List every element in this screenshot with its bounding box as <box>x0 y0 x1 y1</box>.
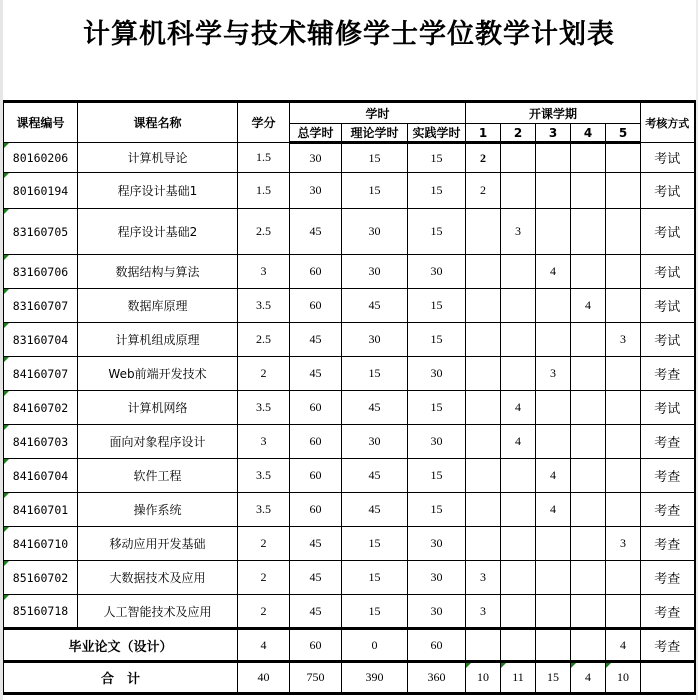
course-code[interactable]: 84160703 <box>4 425 78 459</box>
total-hours-total[interactable]: 750 <box>290 662 342 694</box>
course-row <box>4 595 695 629</box>
page-title: 计算机科学与技术辅修学士学位教学计划表 <box>83 19 615 50</box>
course-hours-theory[interactable]: 15 <box>342 561 408 595</box>
course-semester-1[interactable] <box>466 255 501 289</box>
course-semester-1[interactable] <box>466 425 501 459</box>
course-hours-total[interactable]: 45 <box>290 527 342 561</box>
course-semester-1[interactable]: 3 <box>466 561 501 595</box>
course-credits[interactable]: 3.5 <box>238 391 290 425</box>
course-code[interactable]: 84160702 <box>4 391 78 425</box>
course-hours-practice[interactable]: 15 <box>408 459 466 493</box>
course-hours-theory[interactable]: 45 <box>342 289 408 323</box>
course-code[interactable]: 83160705 <box>4 209 78 255</box>
course-semester-2[interactable]: 4 <box>501 425 536 459</box>
course-hours-total[interactable]: 60 <box>290 391 342 425</box>
course-credits[interactable]: 2.5 <box>238 323 290 357</box>
course-semester-3[interactable] <box>536 425 571 459</box>
course-exam-method[interactable]: 考查 <box>641 561 695 595</box>
course-credits[interactable]: 1.5 <box>238 143 290 173</box>
total-semester-3[interactable]: 15 <box>536 662 571 694</box>
course-semester-5[interactable]: 3 <box>606 323 641 357</box>
course-credits[interactable]: 3 <box>238 255 290 289</box>
course-semester-3[interactable]: 4 <box>536 493 571 527</box>
course-semester-3[interactable]: 3 <box>536 357 571 391</box>
course-semester-2[interactable] <box>501 357 536 391</box>
course-row <box>4 527 695 561</box>
course-semester-4[interactable] <box>571 595 606 629</box>
total-semester-2[interactable]: 11 <box>501 662 536 694</box>
course-semester-5[interactable] <box>606 391 641 425</box>
course-code[interactable]: 83160706 <box>4 255 78 289</box>
course-name[interactable]: 程序设计基础1 <box>78 173 238 209</box>
course-semester-4[interactable] <box>571 391 606 425</box>
course-semester-5[interactable] <box>606 425 641 459</box>
course-row <box>4 143 695 173</box>
course-hours-practice[interactable]: 15 <box>408 493 466 527</box>
course-semester-3[interactable] <box>536 527 571 561</box>
course-semester-1[interactable] <box>466 289 501 323</box>
header-semester-2[interactable]: 2 <box>501 124 536 143</box>
course-semester-4[interactable] <box>571 209 606 255</box>
thesis-semester-2[interactable] <box>501 629 536 662</box>
course-row <box>4 459 695 493</box>
thesis-exam-method[interactable]: 考查 <box>641 629 695 662</box>
header-semester-4[interactable]: 4 <box>571 124 606 143</box>
course-semester-2[interactable] <box>501 289 536 323</box>
course-semester-2[interactable] <box>501 459 536 493</box>
total-hours-practice[interactable]: 360 <box>408 662 466 694</box>
course-hours-practice[interactable]: 30 <box>408 595 466 629</box>
course-exam-method[interactable]: 考查 <box>641 595 695 629</box>
course-credits[interactable]: 1.5 <box>238 173 290 209</box>
header-hours-total[interactable]: 总学时 <box>290 124 342 143</box>
course-semester-1[interactable] <box>466 459 501 493</box>
header-semester-1[interactable]: 1 <box>466 124 501 143</box>
course-semester-4[interactable] <box>571 493 606 527</box>
course-code[interactable]: 80160206 <box>4 143 78 173</box>
course-credits[interactable]: 2 <box>238 561 290 595</box>
total-hours-theory[interactable]: 390 <box>342 662 408 694</box>
course-exam-method[interactable]: 考试 <box>641 255 695 289</box>
course-semester-3[interactable] <box>536 595 571 629</box>
course-code[interactable]: 85160702 <box>4 561 78 595</box>
header-course-name[interactable]: 课程名称 <box>78 102 238 143</box>
thesis-semester-4[interactable] <box>571 629 606 662</box>
course-exam-method[interactable]: 考查 <box>641 425 695 459</box>
course-semester-4[interactable]: 4 <box>571 289 606 323</box>
course-credits[interactable]: 3 <box>238 425 290 459</box>
course-semester-3[interactable] <box>536 561 571 595</box>
course-row <box>4 425 695 459</box>
course-hours-practice[interactable]: 30 <box>408 561 466 595</box>
thesis-hours-practice[interactable]: 60 <box>408 629 466 662</box>
course-name[interactable]: 人工智能技术及应用 <box>78 595 238 629</box>
course-semester-1[interactable] <box>466 391 501 425</box>
course-hours-practice[interactable]: 30 <box>408 357 466 391</box>
total-credits[interactable]: 40 <box>238 662 290 694</box>
course-hours-theory[interactable]: 45 <box>342 459 408 493</box>
course-credits[interactable]: 2 <box>238 527 290 561</box>
course-hours-practice[interactable]: 15 <box>408 289 466 323</box>
course-name[interactable]: 大数据技术及应用 <box>78 561 238 595</box>
course-hours-total[interactable]: 60 <box>290 425 342 459</box>
course-hours-theory[interactable]: 15 <box>342 527 408 561</box>
header-credits[interactable]: 学分 <box>238 102 290 143</box>
course-name[interactable]: Web前端开发技术 <box>78 357 238 391</box>
course-semester-4[interactable] <box>571 425 606 459</box>
course-row <box>4 323 695 357</box>
course-semester-5[interactable] <box>606 143 641 173</box>
course-exam-method[interactable]: 考查 <box>641 493 695 527</box>
course-semester-2[interactable] <box>501 173 536 209</box>
course-name[interactable]: 操作系统 <box>78 493 238 527</box>
header-exam-method[interactable]: 考核方式 <box>641 102 695 143</box>
course-name[interactable]: 程序设计基础2 <box>78 209 238 255</box>
thesis-semester-5[interactable]: 4 <box>606 629 641 662</box>
course-semester-5[interactable] <box>606 289 641 323</box>
course-hours-theory[interactable]: 15 <box>342 143 408 173</box>
course-semester-1[interactable] <box>466 357 501 391</box>
course-semester-2[interactable] <box>501 595 536 629</box>
course-hours-theory[interactable]: 45 <box>342 493 408 527</box>
course-hours-total[interactable]: 60 <box>290 493 342 527</box>
course-semester-2[interactable]: 4 <box>501 391 536 425</box>
thesis-hours-total[interactable]: 60 <box>290 629 342 662</box>
course-semester-5[interactable] <box>606 595 641 629</box>
course-semester-4[interactable] <box>571 459 606 493</box>
course-code[interactable]: 84160701 <box>4 493 78 527</box>
thesis-credits[interactable]: 4 <box>238 629 290 662</box>
course-hours-practice[interactable]: 15 <box>408 173 466 209</box>
course-exam-method[interactable]: 考试 <box>641 143 695 173</box>
course-name[interactable]: 面向对象程序设计 <box>78 425 238 459</box>
course-exam-method[interactable]: 考查 <box>641 527 695 561</box>
course-semester-3[interactable] <box>536 209 571 255</box>
course-hours-theory[interactable]: 15 <box>342 595 408 629</box>
course-semester-2[interactable] <box>501 255 536 289</box>
course-semester-5[interactable]: 3 <box>606 527 641 561</box>
course-credits[interactable]: 3.5 <box>238 459 290 493</box>
course-name[interactable]: 数据结构与算法 <box>78 255 238 289</box>
course-hours-total[interactable]: 60 <box>290 459 342 493</box>
course-code[interactable]: 85160718 <box>4 595 78 629</box>
thesis-row <box>4 629 695 662</box>
course-semester-3[interactable] <box>536 323 571 357</box>
course-credits[interactable]: 2.5 <box>238 209 290 255</box>
course-row <box>4 357 695 391</box>
course-name[interactable]: 计算机网络 <box>78 391 238 425</box>
course-name[interactable]: 软件工程 <box>78 459 238 493</box>
course-hours-total[interactable]: 30 <box>290 143 342 173</box>
course-hours-practice[interactable]: 30 <box>408 425 466 459</box>
course-hours-total[interactable]: 45 <box>290 209 342 255</box>
course-row <box>4 289 695 323</box>
course-row <box>4 255 695 289</box>
course-semester-3[interactable] <box>536 173 571 209</box>
course-hours-practice[interactable]: 15 <box>408 143 466 173</box>
course-semester-1[interactable] <box>466 527 501 561</box>
course-semester-1[interactable] <box>466 493 501 527</box>
course-semester-2[interactable]: 3 <box>501 209 536 255</box>
course-code[interactable]: 84160710 <box>4 527 78 561</box>
thesis-label[interactable]: 毕业论文（设计） <box>4 629 238 662</box>
course-semester-2[interactable] <box>501 143 536 173</box>
course-semester-2[interactable] <box>501 561 536 595</box>
course-hours-practice[interactable]: 30 <box>408 527 466 561</box>
course-hours-theory[interactable]: 30 <box>342 425 408 459</box>
course-row <box>4 209 695 255</box>
header-course-code[interactable]: 课程编号 <box>4 102 78 143</box>
course-exam-method[interactable]: 考试 <box>641 391 695 425</box>
course-semester-4[interactable] <box>571 255 606 289</box>
course-semester-1[interactable]: 2 <box>466 143 501 173</box>
course-code[interactable]: 80160194 <box>4 173 78 209</box>
course-code[interactable]: 83160707 <box>4 289 78 323</box>
course-name[interactable]: 数据库原理 <box>78 289 238 323</box>
teaching-plan-table <box>3 100 696 695</box>
course-credits[interactable]: 3.5 <box>238 289 290 323</box>
course-code[interactable]: 83160704 <box>4 323 78 357</box>
course-exam-method[interactable]: 考查 <box>641 357 695 391</box>
course-semester-1[interactable] <box>466 209 501 255</box>
total-row <box>4 662 695 694</box>
course-code[interactable]: 84160707 <box>4 357 78 391</box>
course-exam-method[interactable]: 考试 <box>641 323 695 357</box>
course-semester-5[interactable] <box>606 459 641 493</box>
course-code[interactable]: 84160704 <box>4 459 78 493</box>
course-semester-1[interactable] <box>466 323 501 357</box>
course-hours-total[interactable]: 45 <box>290 561 342 595</box>
course-semester-3[interactable] <box>536 143 571 173</box>
course-credits[interactable]: 2 <box>238 595 290 629</box>
course-semester-2[interactable] <box>501 493 536 527</box>
course-hours-total[interactable]: 45 <box>290 357 342 391</box>
course-semester-4[interactable] <box>571 323 606 357</box>
course-exam-method[interactable]: 考试 <box>641 209 695 255</box>
course-semester-4[interactable] <box>571 561 606 595</box>
thesis-semester-1[interactable] <box>466 629 501 662</box>
course-hours-total[interactable]: 30 <box>290 173 342 209</box>
course-hours-theory[interactable]: 15 <box>342 173 408 209</box>
header-semester-5[interactable]: 5 <box>606 124 641 143</box>
total-semester-4[interactable]: 4 <box>571 662 606 694</box>
total-semester-5[interactable]: 10 <box>606 662 641 694</box>
course-name[interactable]: 计算机导论 <box>78 143 238 173</box>
header-hours-group[interactable]: 学时 <box>290 102 466 124</box>
thesis-semester-3[interactable] <box>536 629 571 662</box>
course-name[interactable]: 计算机组成原理 <box>78 323 238 357</box>
course-hours-practice[interactable]: 15 <box>408 323 466 357</box>
course-semester-3[interactable]: 4 <box>536 459 571 493</box>
course-hours-total[interactable]: 45 <box>290 595 342 629</box>
course-hours-theory[interactable]: 30 <box>342 323 408 357</box>
course-hours-total[interactable]: 60 <box>290 255 342 289</box>
course-hours-practice[interactable]: 15 <box>408 209 466 255</box>
course-exam-method[interactable]: 考查 <box>641 459 695 493</box>
course-semester-4[interactable] <box>571 173 606 209</box>
course-semester-3[interactable] <box>536 289 571 323</box>
course-credits[interactable]: 3.5 <box>238 493 290 527</box>
total-label[interactable]: 合 计 <box>4 662 238 694</box>
header-semester-3[interactable]: 3 <box>536 124 571 143</box>
course-hours-theory[interactable]: 30 <box>342 209 408 255</box>
total-exam-method[interactable] <box>641 662 695 694</box>
course-name[interactable]: 移动应用开发基础 <box>78 527 238 561</box>
course-row <box>4 391 695 425</box>
course-row <box>4 493 695 527</box>
course-exam-method[interactable]: 考试 <box>641 289 695 323</box>
course-semester-3[interactable]: 4 <box>536 255 571 289</box>
course-semester-5[interactable] <box>606 255 641 289</box>
course-hours-practice[interactable]: 15 <box>408 391 466 425</box>
course-hours-total[interactable]: 45 <box>290 323 342 357</box>
total-semester-1[interactable]: 10 <box>466 662 501 694</box>
course-exam-method[interactable]: 考试 <box>641 173 695 209</box>
header-hours-practice[interactable]: 实践学时 <box>408 124 466 143</box>
course-hours-total[interactable]: 60 <box>290 289 342 323</box>
course-semester-4[interactable] <box>571 357 606 391</box>
course-hours-theory[interactable]: 15 <box>342 357 408 391</box>
course-semester-2[interactable] <box>501 527 536 561</box>
course-semester-3[interactable] <box>536 391 571 425</box>
course-hours-practice[interactable]: 30 <box>408 255 466 289</box>
header-hours-theory[interactable]: 理论学时 <box>342 124 408 143</box>
course-semester-4[interactable] <box>571 143 606 173</box>
course-row <box>4 561 695 595</box>
course-hours-theory[interactable]: 45 <box>342 391 408 425</box>
course-semester-5[interactable] <box>606 561 641 595</box>
course-semester-5[interactable] <box>606 357 641 391</box>
course-semester-1[interactable]: 2 <box>466 173 501 209</box>
thesis-hours-theory[interactable]: 0 <box>342 629 408 662</box>
course-row <box>4 173 695 209</box>
header-semester-group[interactable]: 开课学期 <box>466 102 641 124</box>
course-hours-theory[interactable]: 30 <box>342 255 408 289</box>
course-semester-1[interactable]: 3 <box>466 595 501 629</box>
course-semester-5[interactable] <box>606 493 641 527</box>
course-semester-2[interactable] <box>501 323 536 357</box>
course-semester-4[interactable] <box>571 527 606 561</box>
course-semester-5[interactable] <box>606 209 641 255</box>
course-semester-5[interactable] <box>606 173 641 209</box>
course-credits[interactable]: 2 <box>238 357 290 391</box>
